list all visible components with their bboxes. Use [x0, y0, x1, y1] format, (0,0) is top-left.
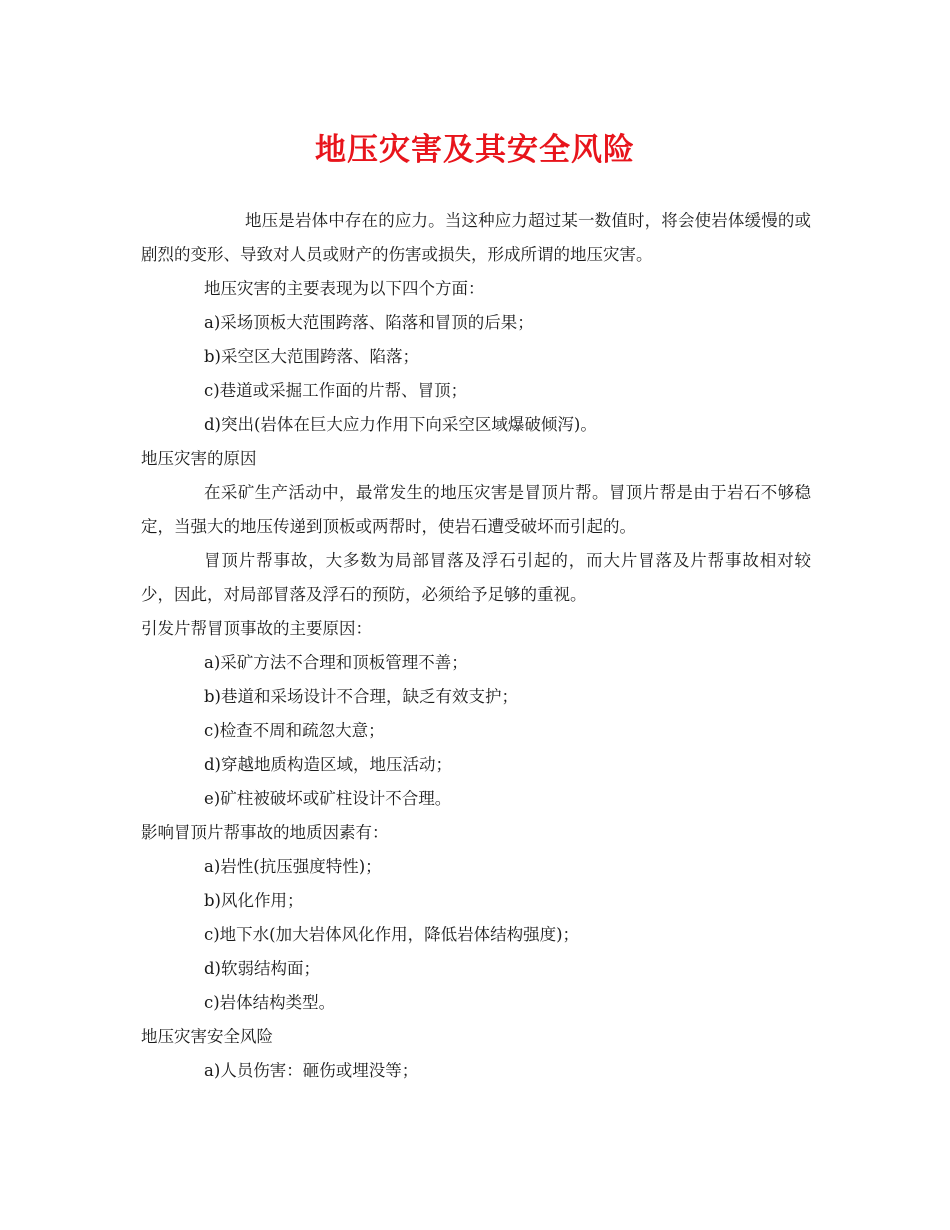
list-item: b)采空区大范围跨落、陷落； — [204, 347, 419, 366]
list-item: d)穿越地质构造区域，地压活动； — [204, 755, 452, 774]
intro-paragraph: 地压是岩体中存在的应力。当这种应力超过某一数值时，将会使岩体缓慢的或剧烈的变形、导致对人员或财产的伤害或损失，形成所谓的地压灾害。 — [141, 211, 811, 264]
list-item: e)矿柱被破坏或矿柱设计不合理。 — [204, 789, 452, 808]
list-item: c)地下水(加大岩体风化作用，降低岩体结构强度)； — [204, 925, 580, 944]
section-heading-risk: 地压灾害安全风险 — [141, 1027, 273, 1046]
list-item: d)软弱结构面； — [204, 959, 320, 978]
section-heading-causes: 地压灾害的原因 — [141, 449, 257, 468]
page-title: 地压灾害及其安全风险 — [315, 132, 635, 168]
list-item: a)人员伤害：砸伤或埋没等； — [204, 1061, 419, 1080]
section-heading-geo-factors: 影响冒顶片帮事故的地质因素有： — [141, 823, 389, 842]
list-item: d)突出(岩体在巨大应力作用下向采空区域爆破倾泻)。 — [204, 415, 597, 434]
list-item: a)采场顶板大范围跨落、陷落和冒顶的后果； — [204, 313, 534, 332]
list-item: c)检查不周和疏忽大意； — [204, 721, 385, 740]
manifestations-lead: 地压灾害的主要表现为以下四个方面： — [204, 279, 485, 298]
list-item: c)岩体结构类型。 — [204, 993, 336, 1012]
list-item: a)采矿方法不合理和顶板管理不善； — [204, 653, 468, 672]
causes-paragraph-2: 冒顶片帮事故，大多数为局部冒落及浮石引起的，而大片冒落及片帮事故相对较少，因此，对局部冒落及浮石的预防，必须给予足够的重视。 — [141, 551, 811, 604]
list-item: b)风化作用； — [204, 891, 304, 910]
list-item: c)巷道或采掘工作面的片帮、冒顶； — [204, 381, 468, 400]
document-body — [141, 204, 811, 1088]
list-item: b)巷道和采场设计不合理，缺乏有效支护； — [204, 687, 518, 706]
section-heading-main-causes: 引发片帮冒顶事故的主要原因： — [141, 619, 372, 638]
causes-paragraph-1: 在采矿生产活动中，最常发生的地压灾害是冒顶片帮。冒顶片帮是由于岩石不够稳定，当强大的地压传递到顶板或两帮时，使岩石遭受破坏而引起的。 — [141, 483, 811, 536]
list-item: a)岩性(抗压强度特性)； — [204, 857, 382, 876]
